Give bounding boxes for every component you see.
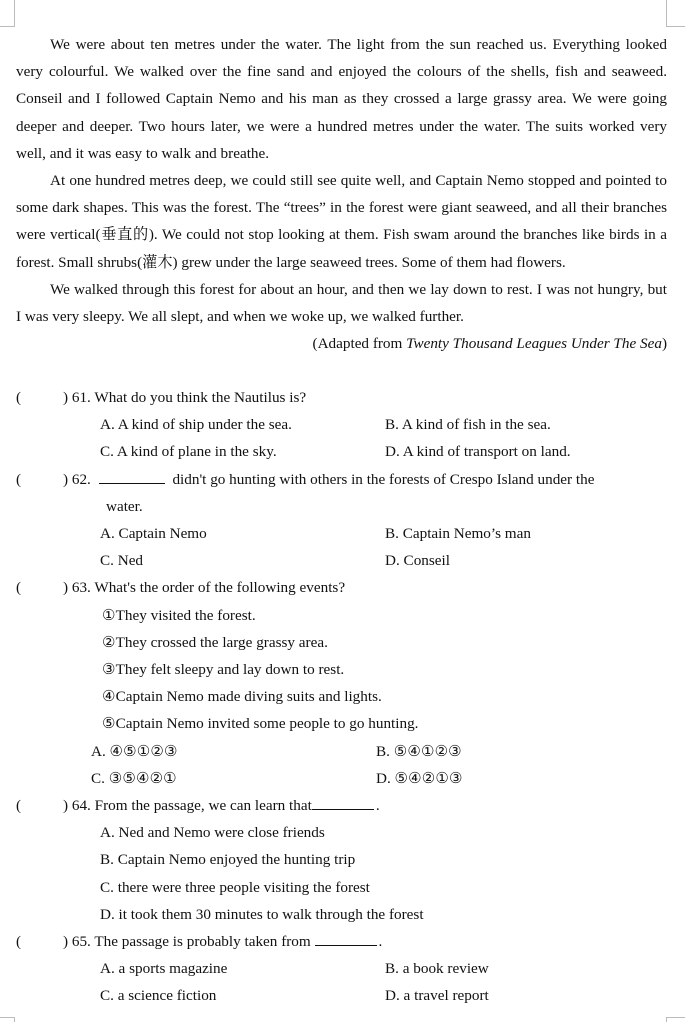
answer-blank — [312, 795, 374, 810]
event-item: ④Captain Nemo made diving suits and lights. — [102, 688, 382, 706]
answer-paren[interactable]: ( — [16, 470, 22, 488]
question-65 — [16, 928, 667, 1010]
event-item: ①They visited the forest. — [102, 606, 256, 624]
option-b: B. a book review — [385, 960, 489, 978]
answer-paren[interactable]: ( — [16, 797, 22, 815]
answer-paren[interactable]: ( — [16, 933, 22, 951]
source-title: Twenty Thousand Leagues Under The Sea — [406, 335, 662, 353]
question-62 — [16, 466, 667, 575]
source-prefix: (Adapted from — [312, 335, 407, 353]
event-list — [16, 602, 667, 738]
option-a: A. Captain Nemo — [100, 525, 207, 543]
option-c: C. Ned — [100, 552, 144, 570]
option-b: B. Captain Nemo’s man — [385, 525, 531, 543]
stem-prefix: ) 65. The passage is probably taken from — [63, 933, 311, 951]
option-a: A. a sports magazine — [100, 960, 228, 978]
option-d: D. A kind of transport on land. — [385, 443, 571, 461]
option-d: D. it took them 30 minutes to walk through the forest — [100, 905, 424, 923]
page-corner-mark — [666, 1017, 685, 1022]
option-c: C. ③⑤④②① — [91, 769, 177, 787]
option-c: C. there were three people visiting the forest — [100, 878, 370, 896]
option-d: D. Conseil — [385, 552, 450, 570]
event-item: ③They felt sleepy and lay down to rest. — [102, 661, 345, 679]
option-a: A. Ned and Nemo were close friends — [100, 824, 325, 842]
passage-source — [16, 330, 667, 357]
question-stem: ) 63. What's the order of the following events? — [63, 579, 346, 597]
question-stem — [63, 792, 667, 819]
page-corner-mark — [666, 0, 685, 27]
option-c: C. A kind of plane in the sky. — [100, 443, 277, 461]
stem-suffix: . — [375, 797, 380, 815]
question-stem: ) 61. What do you think the Nautilus is? — [63, 389, 307, 406]
answer-blank — [315, 931, 377, 946]
option-d: D. ⑤④②①③ — [376, 769, 463, 787]
option-b: B. A kind of fish in the sea. — [385, 416, 551, 434]
question-63 — [16, 574, 667, 792]
source-suffix: ) — [661, 335, 667, 353]
answer-paren[interactable]: ( — [16, 579, 22, 597]
question-61 — [16, 384, 667, 466]
passage-paragraph: We walked through this forest for about an hour, and then we lay down to rest. I was not hungry, but I was very sleepy. We all slept, and when we woke up, we walked further. — [16, 280, 667, 326]
stem-prefix: ) 62. — [63, 470, 91, 488]
option-b: B. ⑤④①②③ — [376, 742, 462, 760]
question-stem — [63, 466, 667, 493]
option-a: A. ④⑤①②③ — [91, 742, 178, 760]
option-d: D. a travel report — [385, 987, 489, 1005]
option-b: B. Captain Nemo enjoyed the hunting trip — [100, 851, 356, 869]
question-list — [16, 384, 667, 1010]
option-c: C. a science fiction — [100, 987, 217, 1005]
page-corner-mark — [0, 1017, 15, 1022]
stem-prefix: ) 64. From the passage, we can learn that — [63, 797, 312, 815]
passage-paragraph: We were about ten metres under the water. The light from the sun reached us. Everything looked very colourful. We walked over the fine sand and enjoyed the colours of the shells, fish and seaweed. Conseil and I followed Captain Nemo and his man as they crossed a large grassy area. We were going deeper and deeper. Two hours later, we were a hundred metres under the water. The suits worked very well, and it was easy to walk and breathe. — [16, 36, 667, 162]
answer-blank — [99, 469, 165, 484]
answer-paren[interactable]: ( — [16, 389, 22, 406]
option-a: A. A kind of ship under the sea. — [100, 416, 292, 434]
stem-continuation: water. — [106, 497, 143, 515]
stem-suffix: didn't go hunting with others in the forests of Crespo Island under the — [172, 470, 595, 488]
reading-passage — [16, 31, 667, 357]
stem-suffix: . — [378, 933, 383, 951]
page-corner-mark — [0, 0, 15, 27]
question-64 — [16, 792, 667, 928]
passage-paragraph: At one hundred metres deep, we could still see quite well, and Captain Nemo stopped and pointed to some dark shapes. This was the forest. The “trees” in the forest were giant seaweed, and all their branches were vertical(垂直的). We could not stop looking at them. Fish swam around the branches like birds in a forest. Small shrubs(灌木) grew under the large seaweed trees. Some of them had flowers. — [16, 172, 667, 271]
event-item: ②They crossed the large grassy area. — [102, 633, 328, 651]
question-stem — [63, 928, 667, 955]
event-item: ⑤Captain Nemo invited some people to go hunting. — [102, 715, 419, 733]
